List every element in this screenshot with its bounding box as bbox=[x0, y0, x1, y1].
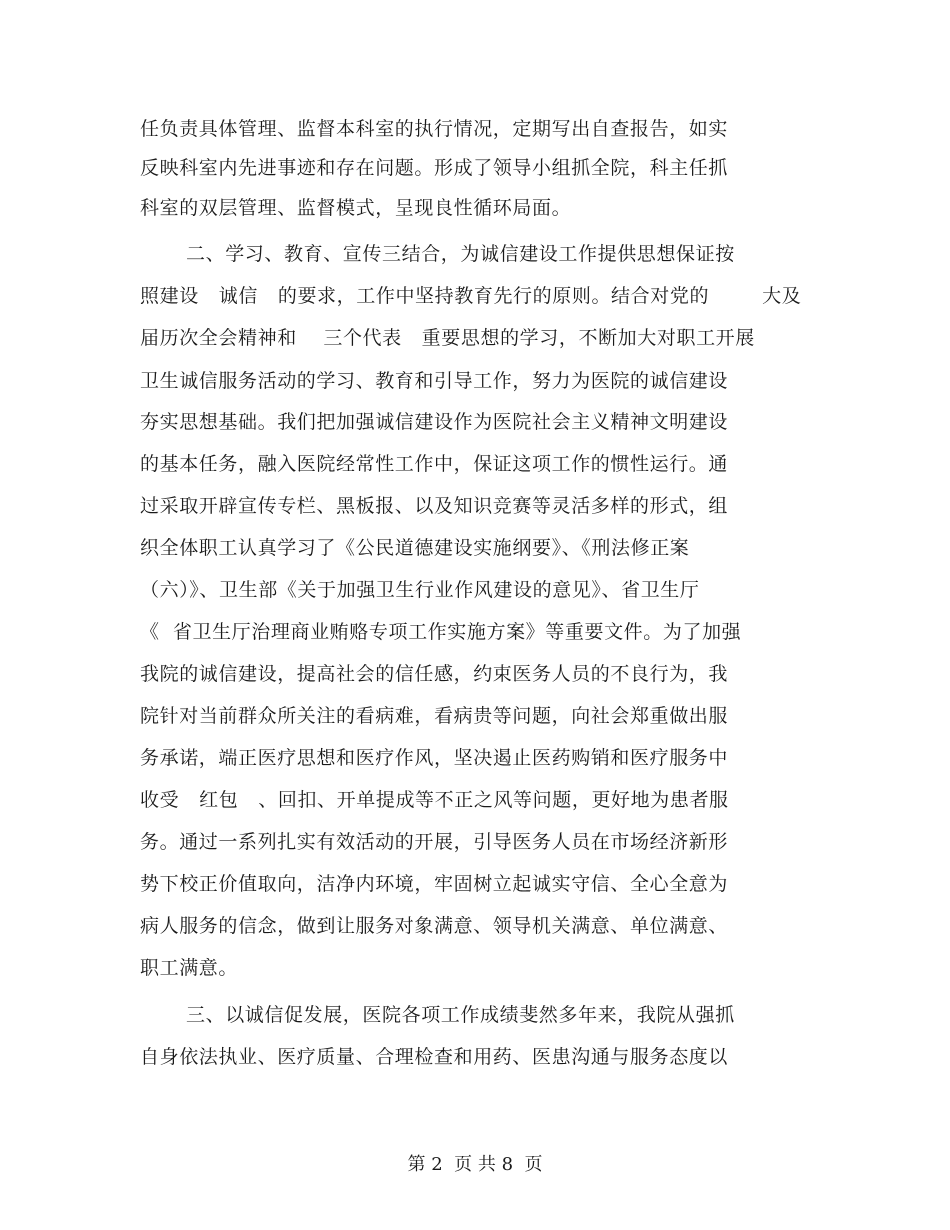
text-line: 照建设 诚信 的要求，工作中坚持教育先行的原则。结合对党的 大及 bbox=[140, 285, 802, 307]
text-line: 职工满意。 bbox=[140, 957, 239, 979]
text-line: 务承诺，端正医疗思想和医疗作风，坚决遏止医药购销和医疗服务中 bbox=[140, 747, 729, 769]
paragraph-heading-3: 三、以诚信促发展，医院各项工作成绩斐然多年来，我院从强抓 bbox=[186, 1004, 735, 1026]
text-line: 病人服务的信念，做到让服务对象满意、领导机关满意、单位满意、 bbox=[140, 915, 729, 937]
text-line: 收受 红包 、回扣、开单提成等不正之风等问题，更好地为患者服 bbox=[140, 789, 729, 811]
text-line: 的基本任务，融入医院经常性工作中，保证这项工作的惯性运行。通 bbox=[140, 453, 729, 475]
text-line: 我院的诚信建设，提高社会的信任感，约束医务人员的不良行为，我 bbox=[140, 663, 729, 685]
text-line: 织全体职工认真学习了《公民道德建设实施纲要》、《刑法修正案 bbox=[140, 537, 690, 559]
text-line: 夯实思想基础。我们把加强诚信建设作为医院社会主义精神文明建设 bbox=[140, 411, 729, 433]
paragraph-heading-2: 二、学习、教育、宣传三结合，为诚信建设工作提供思想保证按 bbox=[186, 243, 735, 265]
text-line: 科室的双层管理、监督模式，呈现良性循环局面。 bbox=[140, 197, 572, 219]
text-line: 届历次全会精神和 三个代表 重要思想的学习，不断加大对职工开展 bbox=[140, 327, 755, 349]
text-line: 自身依法执业、医疗质量、合理检查和用药、医患沟通与服务态度以 bbox=[140, 1046, 729, 1068]
text-line: 院针对当前群众所关注的看病难，看病贵等问题，向社会郑重做出服 bbox=[140, 705, 729, 727]
text-line: 过采取开辟宣传专栏、黑板报、以及知识竞赛等灵活多样的形式，组 bbox=[140, 495, 729, 517]
text-line: 任负责具体管理、监督本科室的执行情况，定期写出自查报告，如实 bbox=[140, 118, 729, 140]
text-line: 《 省卫生厅治理商业贿赂专项工作实施方案》等重要文件。为了加强 bbox=[140, 621, 742, 643]
text-line: 势下校正价值取向，洁净内环境，牢固树立起诚实守信、全心全意为 bbox=[140, 873, 729, 895]
text-line: （六）》、卫生部《关于加强卫生行业作风建设的意见》、省卫生厅 bbox=[140, 579, 700, 601]
text-line: 反映科室内先进事迹和存在问题。形成了领导小组抓全院，科主任抓 bbox=[140, 157, 729, 179]
text-line: 务。通过一系列扎实有效活动的开展，引导医务人员在市场经济新形 bbox=[140, 831, 729, 853]
text-line: 卫生诚信服务活动的学习、教育和引导工作，努力为医院的诚信建设 bbox=[140, 370, 729, 392]
page-footer: 第 2 页 共 8 页 bbox=[407, 1154, 543, 1175]
